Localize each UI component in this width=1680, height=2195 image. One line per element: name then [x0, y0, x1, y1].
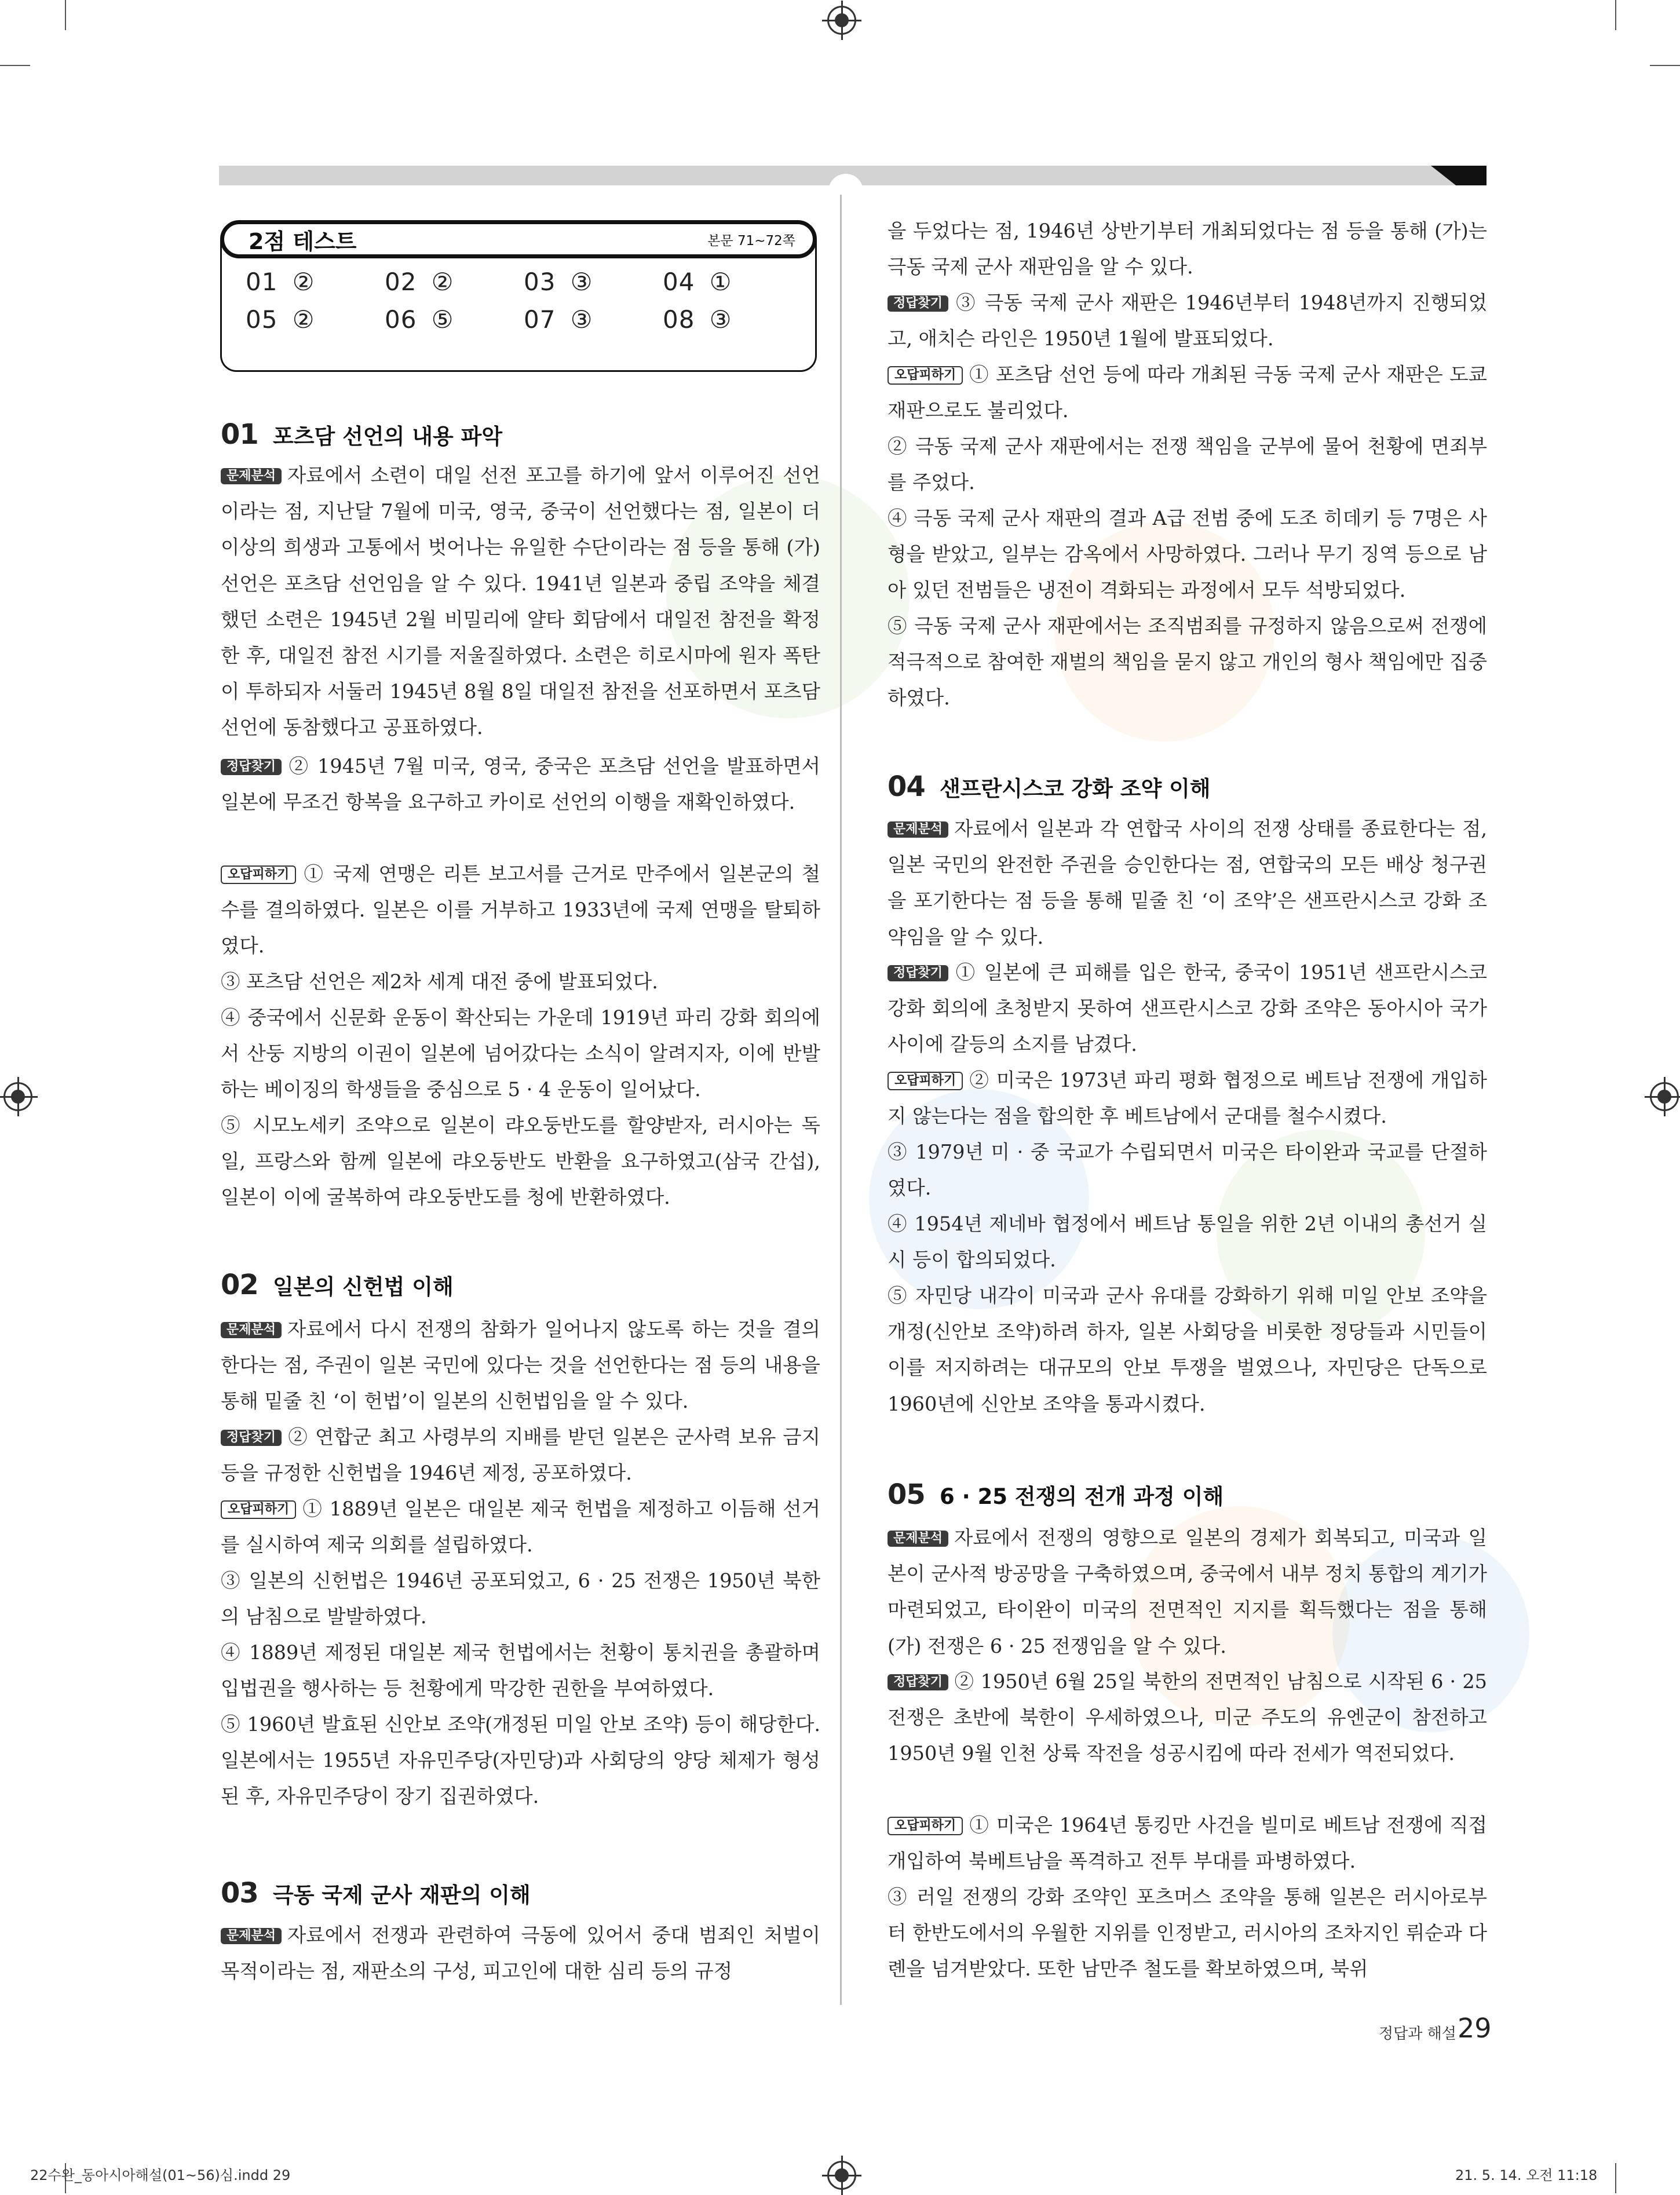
- option-paragraph: ③ 일본의 신헌법은 1946년 공포되었고, 6 · 25 전쟁은 1950년 북한의 남침으로 발발하였다.: [221, 1569, 820, 1628]
- answer-item: 04 ①: [663, 268, 732, 296]
- wrong-tag: 오답피하기: [221, 865, 296, 884]
- answer-item: 07 ③: [524, 305, 593, 334]
- wrong-tag: 오답피하기: [888, 366, 963, 385]
- page-number: 29: [1458, 2013, 1492, 2044]
- crop-mark: [65, 0, 66, 30]
- answer-item: 05 ②: [246, 305, 315, 334]
- question-title: 극동 국제 군사 재판의 이해: [273, 1883, 531, 1908]
- correct-paragraph: 정답찾기 ③ 극동 국제 군사 재판은 1946년부터 1948년까지 진행되었고, 애치슨 라인은 1950년 1월에 발표되었다.: [888, 291, 1487, 350]
- question-number: 01: [221, 418, 258, 451]
- option-paragraph: ④ 중국에서 신문화 운동이 확산되는 가운데 1919년 파리 강화 회의에서 산둥 지방의 이권이 일본에 넘어갔다는 소식이 알려지자, 이에 반발하는 베이징의 학생들을 중심으로 5 · 4 운동이 일어났다.: [221, 1006, 820, 1101]
- registration-mark-icon: [827, 6, 856, 35]
- option-paragraph: ⑤ 1960년 발효된 신안보 조약(개정된 미일 안보 조약) 등이 해당한다. 일본에서는 1955년 자유민주당(자민당)과 사회당의 양당 체제가 형성된 후, 자유민주당이 장기 집권하였다.: [221, 1713, 820, 1808]
- analysis-continued: 을 두었다는 점, 1946년 상반기부터 개최되었다는 점 등을 통해 (가)는 극동 국제 군사 재판임을 알 수 있다.: [888, 220, 1487, 279]
- correct-paragraph: 정답찾기 ② 연합군 최고 사령부의 지배를 받던 일본은 군사력 보유 금지 등을 규정한 신헌법을 1946년 제정, 공포하였다.: [221, 1426, 820, 1485]
- analysis-tag: 문제분석: [221, 468, 282, 484]
- crop-mark: [1615, 0, 1616, 30]
- registration-mark-icon: [3, 1082, 32, 1111]
- wrong-tag: 오답피하기: [888, 1817, 963, 1835]
- option-paragraph: ④ 1889년 제정된 대일본 제국 헌법에서는 천황이 통치권을 총괄하며 입법권을 행사하는 등 천황에게 막강한 권한을 부여하였다.: [221, 1641, 820, 1700]
- analysis-paragraph: 문제분석 자료에서 다시 전쟁의 참화가 일어나지 않도록 하는 것을 결의한다는 점, 주권이 일본 국민에 있다는 것을 선언한다는 점 등의 내용을 통해 밑줄 친 ‘이 헌법’이 일본의 신헌법임을 알 수 있다.: [221, 1318, 820, 1413]
- question-title: 샌프란시스코 강화 조약 이해: [940, 776, 1211, 801]
- analysis-tag: 문제분석: [221, 1322, 282, 1338]
- option-paragraph: ⑤ 자민당 내각이 미국과 군사 유대를 강화하기 위해 미일 안보 조약을 개정(신안보 조약)하려 하자, 일본 사회당을 비롯한 정당들과 시민들이 이를 저지하려는 대규모의 안보 투쟁을 벌였으나, 자민당은 단독으로 1960년에 신안보 조약을 통과시켰다.: [888, 1284, 1487, 1415]
- question-number: 03: [221, 1877, 258, 1909]
- option-paragraph: ③ 러일 전쟁의 강화 조약인 포츠머스 조약을 통해 일본은 러시아로부터 한반도에서의 우월한 지위를 인정받고, 러시아의 조차지인 뤼순과 다롄을 넘겨받았다. 또한 남만주 철도를 확보하였으며, 북위: [888, 1886, 1487, 1981]
- analysis-tag: 문제분석: [888, 821, 948, 838]
- analysis-tag: 문제분석: [221, 1928, 282, 1944]
- question-heading: [221, 1269, 454, 1301]
- analysis-paragraph: 문제분석 자료에서 전쟁의 영향으로 일본의 경제가 회복되고, 미국과 일본이 군사적 방공망을 구축하였으며, 중국에서 내부 정치 통합의 계기가 마련되었고, 타이완이 미국의 전면적인 지지를 획득했다는 점을 통해 (가) 전쟁은 6 · 25 전쟁임을 알 수 있다.: [888, 1526, 1487, 1657]
- correct-tag: 정답찾기: [888, 1674, 948, 1690]
- crop-mark: [0, 65, 30, 66]
- registration-mark-icon: [827, 2161, 856, 2190]
- option-paragraph: ③ 1979년 미 · 중 국교가 수립되면서 미국은 타이완과 국교를 단절하였다.: [888, 1141, 1487, 1200]
- correct-paragraph: 정답찾기 ② 1945년 7월 미국, 영국, 중국은 포츠담 선언을 발표하면서 일본에 무조건 항복을 요구하고 카이로 선언의 이행을 재확인하였다.: [221, 755, 820, 814]
- answer-box-page-ref: 본문 71~72쪽: [707, 233, 795, 249]
- registration-mark-icon: [1650, 1082, 1679, 1111]
- analysis-tag: 문제분석: [888, 1531, 948, 1547]
- crop-mark: [1615, 2163, 1616, 2193]
- wrong-paragraph: 오답피하기 ① 미국은 1964년 통킹만 사건을 빌미로 베트남 전쟁에 직접 개입하여 북베트남을 폭격하고 전투 부대를 파병하였다.: [888, 1814, 1487, 1873]
- answer-item: 02 ②: [385, 268, 454, 296]
- correct-tag: 정답찾기: [221, 759, 282, 775]
- question-heading: [221, 1877, 531, 1909]
- option-paragraph: ⑤ 시모노세키 조약으로 일본이 랴오둥반도를 할양받자, 러시아는 독일, 프랑스와 함께 일본에 랴오둥반도 반환을 요구하였고(삼국 간섭), 일본이 이에 굴복하여 랴오둥반도를 청에 반환하였다.: [221, 1114, 820, 1209]
- option-paragraph: ③ 포츠담 선언은 제2차 세계 대전 중에 발표되었다.: [221, 970, 658, 993]
- option-paragraph: ② 극동 국제 군사 재판에서는 전쟁 책임을 군부에 물어 천황에 면죄부를 주었다.: [888, 435, 1487, 494]
- answer-item: 01 ②: [246, 268, 315, 296]
- question-number: 02: [221, 1269, 258, 1301]
- analysis-paragraph: 문제분석 자료에서 일본과 각 연합국 사이의 전쟁 상태를 종료한다는 점, 일본 국민의 완전한 주권을 승인한다는 점, 연합국의 모든 배상 청구권을 포기한다는 점 등을 통해 밑줄 친 ‘이 조약’은 샌프란시스코 강화 조약임을 알 수 있다.: [888, 817, 1487, 948]
- analysis-paragraph: 문제분석 자료에서 전쟁과 관련하여 극동에 있어서 중대 범죄인 처벌이 목적이라는 점, 재판소의 구성, 피고인에 대한 심리 등의 규정: [221, 1924, 820, 1983]
- crop-mark: [1650, 65, 1680, 66]
- answer-grid: [246, 268, 802, 334]
- question-number: 05: [888, 1478, 925, 1511]
- question-title: 포츠담 선언의 내용 파악: [273, 424, 503, 449]
- answer-item: 03 ③: [524, 268, 593, 296]
- answer-item: 08 ③: [663, 305, 732, 334]
- print-slug-filename: 22수완_동아시아해설(01~56)심.indd 29: [30, 2167, 291, 2183]
- correct-tag: 정답찾기: [888, 295, 948, 312]
- question-heading: [221, 418, 502, 451]
- correct-paragraph: 정답찾기 ① 일본에 큰 피해를 입은 한국, 중국이 1951년 샌프란시스코 강화 회의에 초청받지 못하여 샌프란시스코 강화 조약은 동아시아 국가 사이에 갈등의 소지를 남겼다.: [888, 961, 1487, 1056]
- question-heading: [888, 770, 1211, 803]
- footer-section-title: 정답과 해설: [1379, 2025, 1456, 2043]
- column-divider: [840, 195, 842, 2005]
- wrong-paragraph: 오답피하기 ② 미국은 1973년 파리 평화 협정으로 베트남 전쟁에 개입하지 않는다는 점을 합의한 후 베트남에서 군대를 철수시켰다.: [888, 1069, 1487, 1128]
- correct-tag: 정답찾기: [888, 965, 948, 981]
- option-paragraph: ④ 극동 국제 군사 재판의 결과 A급 전범 중에 도조 히데키 등 7명은 사형을 받았고, 일부는 감옥에서 사망하였다. 그러나 무기 징역 등으로 남아 있던 전범들은 냉전이 격화되는 과정에서 모두 석방되었다.: [888, 507, 1487, 602]
- wrong-tag: 오답피하기: [888, 1072, 963, 1090]
- option-paragraph: ⑤ 극동 국제 군사 재판에서는 조직범죄를 규정하지 않음으로써 전쟁에 적극적으로 참여한 재벌의 책임을 묻지 않고 개인의 형사 책임에만 집중하였다.: [888, 615, 1487, 710]
- option-paragraph: ④ 1954년 제네바 협정에서 베트남 통일을 위한 2년 이내의 총선거 실시 등이 합의되었다.: [888, 1212, 1487, 1272]
- answer-summary-box: [220, 220, 817, 372]
- question-number: 04: [888, 770, 925, 803]
- print-slug-timestamp: 21. 5. 14. 오전 11:18: [1455, 2167, 1598, 2183]
- analysis-paragraph: 문제분석 자료에서 소련이 대일 선전 포고를 하기에 앞서 이루어진 선언이라는 점, 지난달 7월에 미국, 영국, 중국이 선언했다는 점, 일본이 더 이상의 희생과 고통에서 벗어나는 유일한 수단이라는 점 등을 통해 (가) 선언은 포츠담 선언임을 알 수 있다. 1941년 일본과 중립 조약을 체결했던 소련은 1945년 2월 비밀리에 얄타 회담에서 대일전 참전을 확정한 후, 대일전 참전 시기를 저울질하였다. 소련은 히로시마에 원자 폭탄이 투하되자 서둘러 1945년 8월 8일 대일전 참전을 선포하면서 포츠담 선언에 동참했다고 공표하였다.: [221, 464, 820, 739]
- wrong-paragraph: 오답피하기 ① 1889년 일본은 대일본 제국 헌법을 제정하고 이듬해 선거를 실시하여 제국 의회를 설립하였다.: [221, 1498, 820, 1557]
- question-title: 일본의 신헌법 이해: [273, 1274, 454, 1299]
- wrong-paragraph: 오답피하기 ① 국제 연맹은 리튼 보고서를 근거로 만주에서 일본군의 철수를 결의하였다. 일본은 이를 거부하고 1933년에 국제 연맹을 탈퇴하였다.: [221, 863, 820, 958]
- correct-paragraph: 정답찾기 ② 1950년 6월 25일 북한의 전면적인 남침으로 시작된 6 · 25 전쟁은 초반에 북한이 우세하였으나, 미군 주도의 유엔군이 참전하고 1950년 9월 인천 상륙 작전을 성공시킴에 따라 전세가 역전되었다.: [888, 1670, 1487, 1765]
- question-heading: [888, 1478, 1224, 1511]
- wrong-paragraph: 오답피하기 ① 포츠담 선언 등에 따라 개최된 극동 국제 군사 재판은 도쿄 재판으로도 불리었다.: [888, 363, 1487, 422]
- correct-tag: 정답찾기: [221, 1430, 282, 1446]
- answer-box-header: [220, 220, 817, 258]
- wrong-tag: 오답피하기: [221, 1500, 296, 1519]
- answer-box-title: 2점 테스트: [249, 228, 357, 254]
- question-title: 6 · 25 전쟁의 전개 과정 이해: [940, 1484, 1224, 1509]
- answer-item: 06 ⑤: [385, 305, 454, 334]
